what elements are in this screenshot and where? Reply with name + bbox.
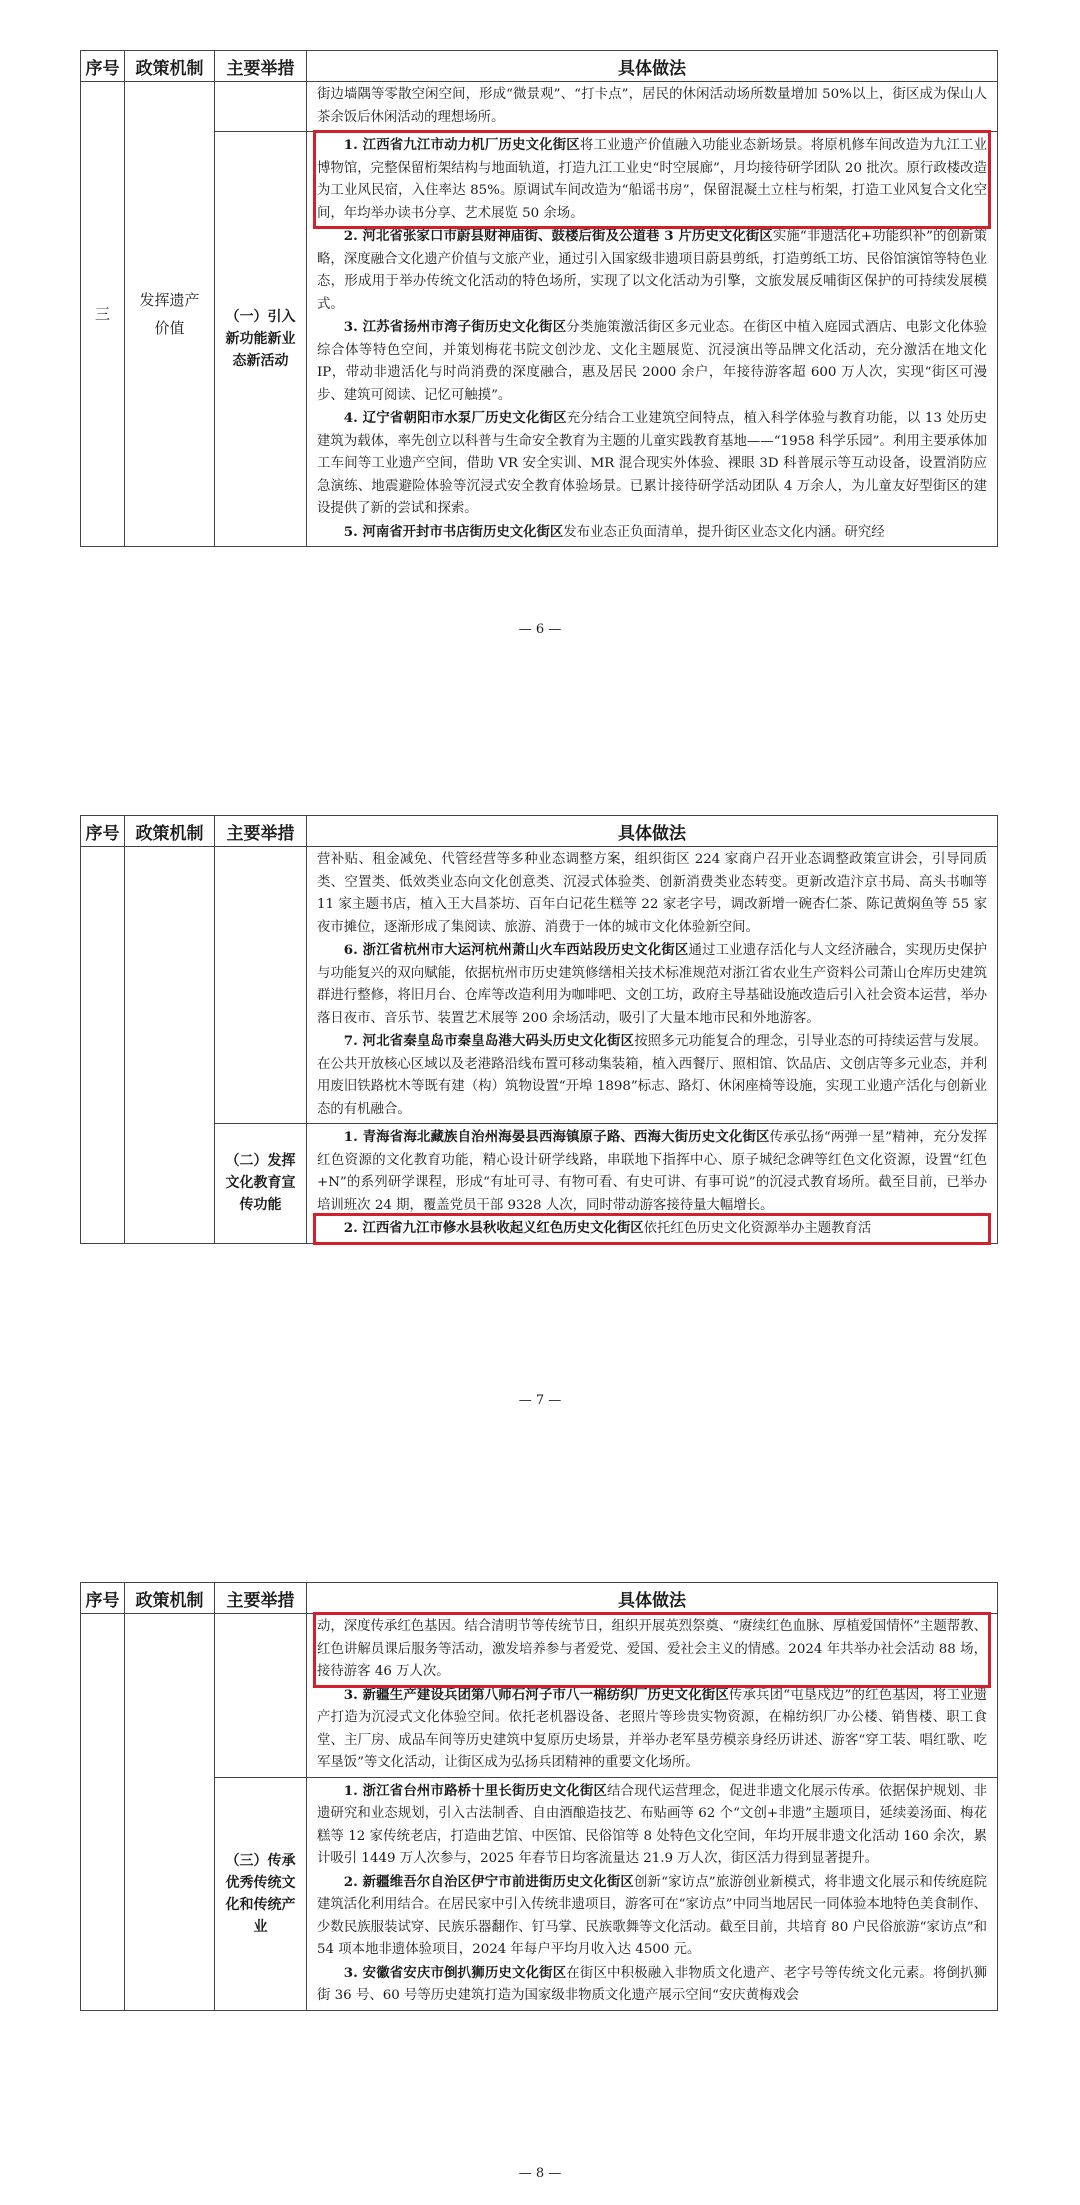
paragraph	[317, 939, 987, 1030]
page-number: — 6 —	[518, 622, 562, 637]
paragraph	[317, 521, 987, 545]
row-num-cell	[81, 82, 125, 547]
paragraph	[317, 84, 987, 129]
details-cell	[307, 847, 998, 1124]
header-details: 具体做法	[307, 1583, 998, 1614]
details-cell	[307, 1614, 998, 1778]
paragraph-text: 创新“家访点”旅游创业新模式，将非遗文化展示和传统庭院建筑活化利用结合。在居民家中引入传统非遗项目，游客可在“家访点”中同当地居民一同体验本地特色美食制作、少数民族服装试穿、民族乐器翻作、钉马掌、民族歌舞等文化活动。截至目前，共培育 80 户民俗旅游“家访点”和 54 项本地非遗体验项目，2024 年每户平均月收入达 4500 元。	[317, 1874, 987, 1957]
row-measure-cell	[215, 82, 307, 132]
row-measure-cell	[215, 1124, 307, 1244]
table-row	[81, 1124, 998, 1244]
paragraph-title: 3. 新疆生产建设兵团第八师石河子市八一棉纺织厂历史文化街区	[343, 1686, 729, 1703]
row-measure: （三）传承优秀传统文化和传统产业	[225, 1852, 296, 1935]
paragraph-title: 1. 青海省海北藏族自治州海晏县西海镇原子路、西海大街历史文化街区	[343, 1129, 770, 1145]
paragraph	[317, 1684, 987, 1775]
header-mechanism: 政策机制	[125, 51, 215, 82]
table-row	[81, 1777, 998, 2010]
header-details: 具体做法	[307, 816, 998, 847]
paragraph-title: 2. 江西省九江市修水县秋收起义红色历史文化街区	[343, 1220, 644, 1236]
header-num: 序号	[81, 51, 125, 82]
page-number: — 8 —	[518, 2166, 562, 2181]
policy-table	[80, 815, 998, 1244]
details-cell	[307, 82, 998, 132]
row-mechanism-cell	[125, 1614, 215, 2011]
paragraph	[317, 407, 987, 521]
header-measures: 主要举措	[215, 1583, 307, 1614]
header-num: 序号	[81, 816, 125, 847]
table-header-row	[81, 1583, 998, 1614]
row-num-cell	[81, 847, 125, 1244]
paragraph	[317, 1962, 987, 2008]
paragraph-title: 5. 河南省开封市书店街历史文化街区	[343, 523, 564, 540]
paragraph-title: 4. 辽宁省朝阳市水泵厂历史文化街区	[343, 410, 567, 426]
row-mechanism-cell	[125, 82, 215, 547]
paragraph-text: 街边墙隅等零散空闲空间，形成“微景观”、“打卡点”，居民的休闲活动场所数量增加 50%以上，街区成为保山人茶余饭后休闲活动的理想场所。	[317, 87, 987, 125]
paragraph-text: 将工业遗产价值融入功能业态新场景。将原机修车间改造为九江工业博物馆，完整保留桁架结构与地面轨道，打造九江工业史“时空展廊”，月均接待研学团队 20 批次。原行政楼改造为工业风民宿，入住率达 85%。原调试车间改造为“船谣书房”，保留混凝土立柱与桁架，打造工业风复合文化空间，年均举办读书分享、艺术展览 50 余场。	[317, 138, 988, 221]
table-row	[81, 847, 998, 1124]
row-num: 三	[94, 305, 110, 323]
document-page-7	[0, 815, 1080, 1455]
paragraph-text: 传承弘扬“两弹一星”精神，充分发挥红色资源的文化教育功能，精心设计研学线路，串联地下指挥中心、原子城纪念碑等红色文化资源，设置“红色+N”的系列研学课程，形成“有址可寻、有物可看、有史可讲、有事可说”的沉浸式教育场所。截至目前，已举办培训班次 24 期，覆盖党员干部 9328 人次，同时带动游客接待量大幅增长。	[317, 1130, 987, 1213]
policy-table	[80, 1582, 998, 2011]
paragraph-text: 实施“非遗活化+功能织补”的创新策略，深度融合文化遗产价值与文旅产业，通过引入国家级非遗项目蔚县剪纸，打造剪纸工坊、民俗馆演馆等特色业态，形成用于举办传统文化活动的特色场所，实现了以文化活动为引擎，文旅发展反哺街区保护的可持续发展模式。	[317, 229, 987, 312]
row-measure-cell	[215, 1614, 307, 1778]
page-number: — 7 —	[518, 1393, 562, 1408]
paragraph-text: 通过工业遗存活化与人文经济融合，实现历史保护与功能复兴的双向赋能，依据杭州市历史建筑修缮相关技术标准规范对浙江省农业生产资料公司萧山仓库历史建筑群进行整修，将旧月台、仓库等改造利用为咖啡吧、文创工坊，政府主导基础设施改造后引入社会资本运营，举办落日夜市、音乐节、装置艺术展等 200 余场活动，吸引了大量本地市民和外地游客。	[317, 943, 987, 1026]
row-num-cell	[81, 1614, 125, 2011]
paragraph-text: 在街区中积极融入非物质文化遗产、老字号等传统文化元素。将倒扒狮街 36 号、60 号等历史建筑打造为国家级非物质文化遗产展示空间“安庆黄梅戏会	[317, 1965, 988, 2003]
paragraph-highlighted	[317, 134, 987, 225]
row-measure-cell	[215, 132, 307, 547]
paragraph-text: 分类施策激活街区多元业态。在街区中植入庭园式酒店、电影文化体验综合体等特色空间，并策划梅花书院文创沙龙、文化主题展览、沉浸演出等品牌文化活动，充分激活在地文化 IP，带动非遗活化与时尚消费的深度融合，惠及居民 2000 余户，年接待游客超 600 万人次，实现“街区可漫步、建筑可阅读、记忆可触摸”。	[317, 320, 988, 403]
row-measure: （二）发挥文化教育宣传功能	[225, 1153, 296, 1214]
table-row	[81, 82, 998, 132]
paragraph-title: 1. 江西省九江市动力机厂历史文化街区	[343, 137, 580, 153]
paragraph	[317, 849, 987, 939]
paragraph	[317, 316, 987, 407]
paragraph-highlighted	[317, 1217, 987, 1241]
paragraph	[317, 1126, 987, 1217]
paragraph	[317, 225, 987, 316]
row-measure: （一）引入新功能新业态新活动	[225, 309, 296, 369]
paragraph-text: 按照多元功能复合的理念，引导业态的可持续运营与发展。在公共开放核心区域以及老港路沿线布置可移动集装箱，植入西餐厅、照相馆、饮品店、文创店等多元业态，并利用废旧铁路枕木等既有建（构）筑物设置“开埠 1898”标志、路灯、休闲座椅等设施，实现工业遗产活化与创新业态的有机融合。	[317, 1034, 988, 1117]
document-page-8	[0, 1582, 1080, 2205]
paragraph-text: 充分结合工业建筑空间特点，植入科学体验与教育功能，以 13 处历史建筑为载体，率先创立以科普与生命安全教育为主题的儿童实践教育基地——“1958 科学乐园”。利用主要承体加工车间等工业遗产空间，借助 VR 安全实训、MR 混合现实外体验、裸眼 3D 科普展示等互动设备，设置消防应急演练、地震避险体验等沉浸式安全教育体验场景。已累计接待研学活动团队 4 万余人，为儿童友好型街区的建设提供了新的尝试和探索。	[317, 411, 987, 516]
paragraph	[317, 1030, 987, 1121]
header-mechanism: 政策机制	[125, 1583, 215, 1614]
row-measure-cell	[215, 1777, 307, 2010]
table-row	[81, 132, 998, 547]
paragraph-highlighted	[317, 1616, 987, 1684]
details-cell	[307, 1124, 998, 1244]
paragraph-text: 发布业态正负面清单，提升街区业态文化内涵。研究经	[563, 524, 885, 540]
paragraph-title: 6. 浙江省杭州市大运河杭州萧山火车西站段历史文化街区	[343, 942, 689, 958]
paragraph-text: 动，深度传承红色基因。结合清明节等传统节日，组织开展英烈祭奠、“赓续红色血脉、厚植爱国情怀”主题帮教、红色讲解员课后服务等活动，激发培养参与者爱党、爱国、爱社会主义的情感。2024 年共举办社会活动 88 场，接待游客 46 万人次。	[317, 1619, 987, 1679]
table-row	[81, 1614, 998, 1778]
header-measures: 主要举措	[215, 51, 307, 82]
paragraph-text: 传承兵团“屯垦戍边”的红色基因，将工业遗产打造为沉浸式文化体验空间。依托老机器设备、老照片等珍贵实物资源，在棉纺织厂办公楼、销售楼、职工食堂、主厂房、成品车间等历史建筑中复原历史场景，并举办老军垦劳模亲身经历讲述、游客“穿工装、唱红歌、吃军垦饭”等文化活动，让街区成为弘扬兵团精神的重要文化场所。	[317, 1687, 987, 1770]
document-page-6	[0, 50, 1080, 690]
paragraph-text: 结合现代运营理念，促进非遗文化展示传承。依据保护规划、非遗研究和业态规划，引入古法制香、自由酒酿造技艺、布贴画等 62 个“文创+非遗”主题项目，延续姜汤面、梅花糕等 12 家传统老店，打造曲艺馆、中医馆、民俗馆等 8 处特色文化空间，年均开展非遗文化活动 160 余次，累计吸引 1449 万人次参与，2025 年春节日均客流量达 21.9 万人次，街区活力得到显著提升。	[317, 1783, 988, 1866]
header-num: 序号	[81, 1583, 125, 1614]
row-mechanism-cell	[125, 847, 215, 1244]
paragraph-title: 3. 安徽省安庆市倒扒狮历史文化街区	[343, 1964, 567, 1981]
paragraph-title: 2. 新疆维吾尔自治区伊宁市前进街历史文化街区	[343, 1873, 634, 1890]
table-header-row	[81, 51, 998, 82]
details-cell	[307, 132, 998, 547]
paragraph-text: 依托红色历史文化资源举办主题教育活	[643, 1221, 872, 1236]
header-details: 具体做法	[307, 51, 998, 82]
details-cell	[307, 1777, 998, 2010]
row-measure-cell	[215, 847, 307, 1124]
table-header-row	[81, 816, 998, 847]
paragraph	[317, 1780, 987, 1871]
paragraph	[317, 1871, 987, 1962]
paragraph-title: 3. 江苏省扬州市湾子街历史文化街区	[343, 319, 567, 335]
paragraph-title: 7. 河北省秦皇岛市秦皇岛港大码头历史文化街区	[343, 1033, 635, 1049]
policy-table	[80, 50, 998, 547]
row-mechanism: 发挥遗产价值	[139, 291, 200, 337]
header-mechanism: 政策机制	[125, 816, 215, 847]
paragraph-text: 营补贴、租金减免、代管经营等多种业态调整方案，组织街区 224 家商户召开业态调整政策宣讲会，引导同质类、空置类、低效类业态向文化创意类、沉浸式体验类、创新消费类业态转变。更新改造汴京书局、高头书咖等 11 家主题书店，植入王大昌茶坊、百年白记花生糕等 22 家老字号，调改新增一碗杏仁茶、陈记黄焖鱼等 55 家夜市摊位，逐渐形成了集阅读、旅游、消费于一体的城市文化体验新空间。	[317, 852, 987, 935]
header-measures: 主要举措	[215, 816, 307, 847]
paragraph-title: 2. 河北省张家口市蔚县财神庙街、鼓楼后街及公道巷 3 片历史文化街区	[343, 228, 773, 244]
paragraph-title: 1. 浙江省台州市路桥十里长街历史文化街区	[343, 1782, 608, 1799]
